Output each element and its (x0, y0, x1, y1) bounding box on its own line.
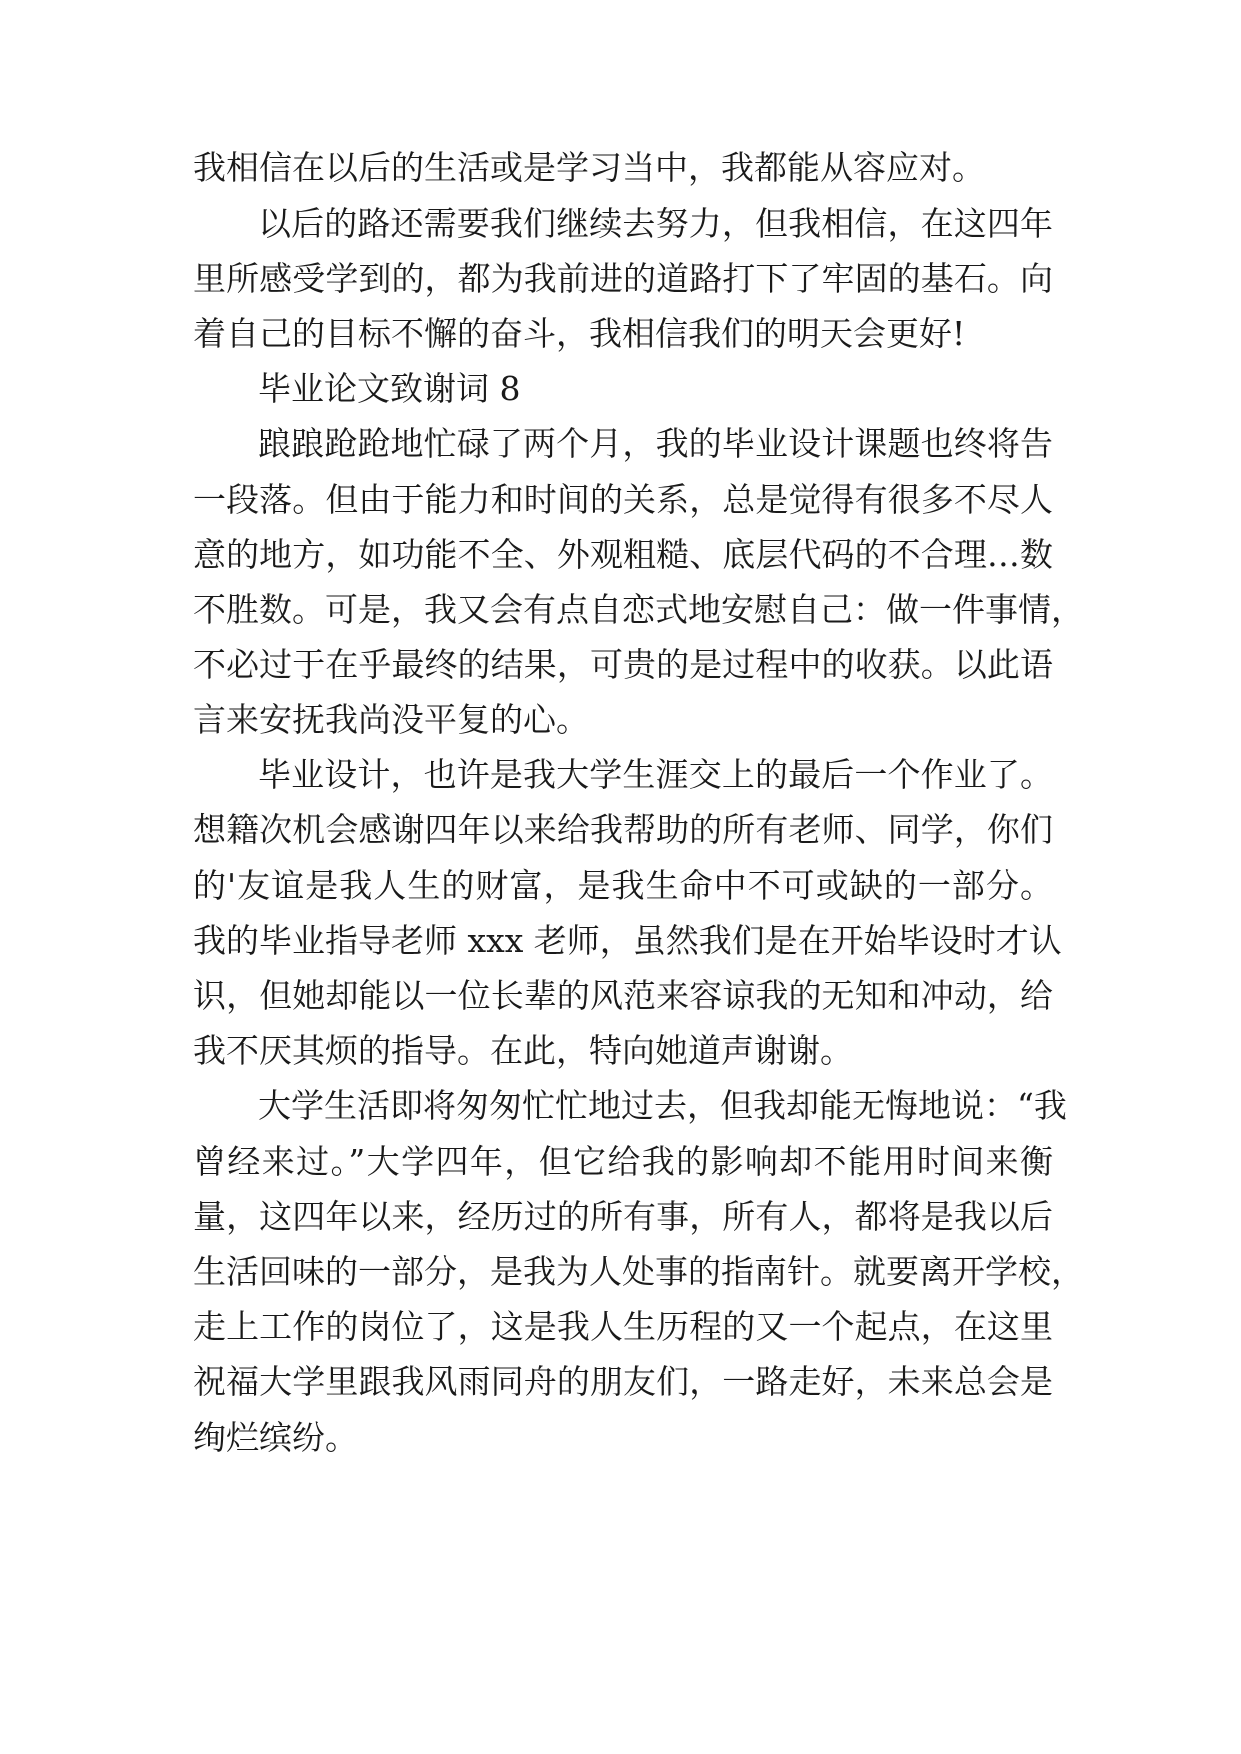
text-line: 以后的路还需要我们继续去努力，但我相信，在这四年 (258, 204, 1053, 243)
text-line: 一段落。但由于能力和时间的关系，总是觉得有很多不尽人 (193, 480, 1053, 519)
text-line: 不必过于在乎最终的结果，可贵的是过程中的收获。以此语 (193, 645, 1053, 684)
text-line: 毕业设计，也许是我大学生涯交上的最后一个作业了。 (258, 755, 1053, 794)
text-line: 着自己的目标不懈的奋斗，我相信我们的明天会更好! (193, 314, 966, 353)
text-line: 识，但她却能以一位长辈的风范来容谅我的无知和冲动，给 (193, 976, 1053, 1015)
text-line: 我的毕业指导老师 xxx 老师，虽然我们是在开始毕设时才认 (193, 921, 1062, 960)
text-line: 绚烂缤纷。 (193, 1418, 358, 1457)
section-heading: 毕业论文致谢词 8 (258, 369, 521, 408)
text-line: 走上工作的岗位了，这是我人生历程的又一个起点，在这里 (193, 1307, 1053, 1346)
text-line: 里所感受学到的，都为我前进的道路打下了牢固的基石。向 (193, 259, 1053, 298)
text-line: 曾经来过。”大学四年，但它给我的影响却不能用时间来衡 (193, 1142, 1053, 1181)
text-line: 大学生活即将匆匆忙忙地过去，但我却能无悔地说：“我 (258, 1086, 1067, 1125)
text-line: 意的地方，如功能不全、外观粗糙、底层代码的不合理…数 (193, 535, 1053, 574)
text-line: 我不厌其烦的指导。在此，特向她道声谢谢。 (193, 1031, 853, 1070)
text-line: 我相信在以后的生活或是学习当中，我都能从容应对。 (193, 148, 985, 187)
text-line: 量，这四年以来，经历过的所有事，所有人，都将是我以后 (193, 1197, 1053, 1236)
text-line: 祝福大学里跟我风雨同舟的朋友们，一路走好，未来总会是 (193, 1362, 1053, 1401)
text-line: 的'友谊是我人生的财富，是我生命中不可或缺的一部分。 (193, 866, 1053, 905)
text-line: 言来安抚我尚没平复的心。 (193, 700, 589, 739)
text-line: 踉踉跄跄地忙碌了两个月，我的毕业设计课题也终将告 (258, 424, 1053, 463)
text-line: 想籍次机会感谢四年以来给我帮助的所有老师、同学，你们 (193, 810, 1053, 849)
text-line: 不胜数。可是，我又会有点自恋式地安慰自己：做一件事情， (193, 590, 1084, 629)
text-line: 生活回味的一部分，是我为人处事的指南针。就要离开学校， (193, 1252, 1084, 1291)
